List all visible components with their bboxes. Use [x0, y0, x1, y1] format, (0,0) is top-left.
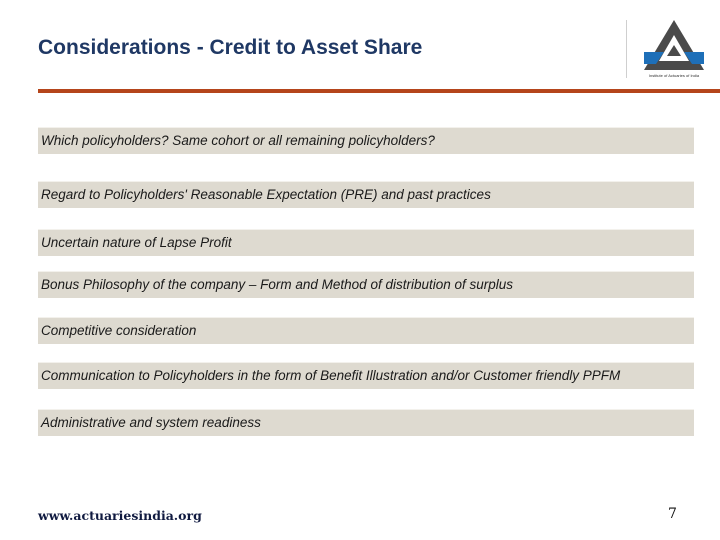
footer-url[interactable]: www.actuariesindia.org [38, 508, 202, 523]
consideration-box: Competitive consideration [38, 317, 694, 344]
header-divider [626, 20, 627, 78]
title-rule [38, 89, 720, 93]
institute-logo-icon [642, 18, 706, 72]
page-number: 7 [668, 506, 677, 522]
consideration-box: Which policyholders? Same cohort or all remaining policyholders? [38, 127, 694, 154]
consideration-box: Bonus Philosophy of the company – Form and Method of distribution of surplus [38, 271, 694, 298]
consideration-box: Communication to Policyholders in the form of Benefit Illustration and/or Customer friendly PPFM [38, 362, 694, 389]
consideration-box: Administrative and system readiness [38, 409, 694, 436]
slide-title: Considerations - Credit to Asset Share [38, 36, 423, 59]
consideration-box: Uncertain nature of Lapse Profit [38, 229, 694, 256]
institute-logo [634, 18, 714, 80]
consideration-box: Regard to Policyholders' Reasonable Expectation (PRE) and past practices [38, 181, 694, 208]
logo-caption: Institute of Actuaries of India [648, 73, 700, 78]
